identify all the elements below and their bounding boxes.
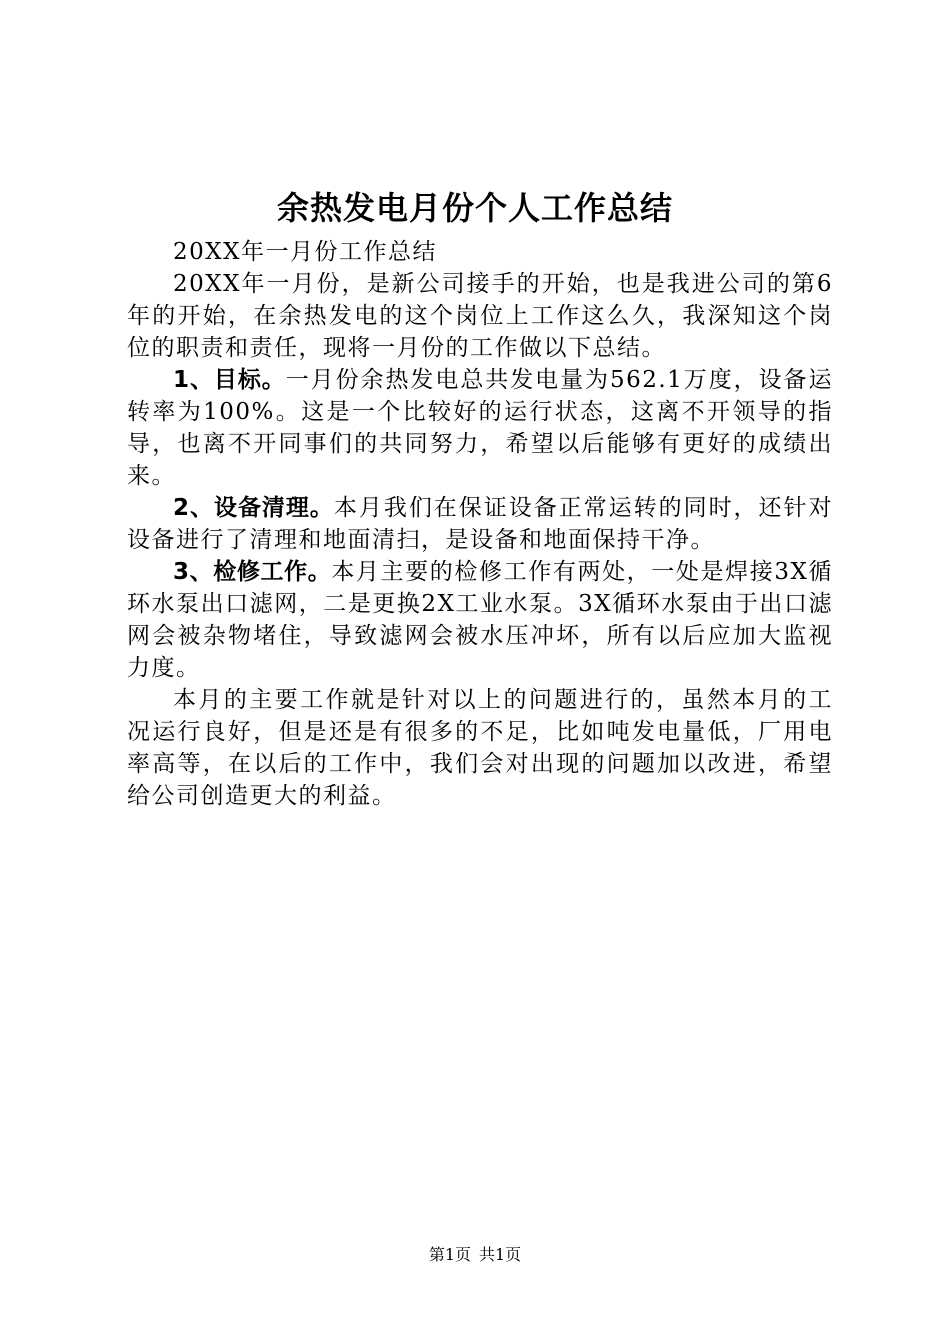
conclusion-paragraph: 本月的主要工作就是针对以上的问题进行的，虽然本月的工况运行良好，但是还是有很多的不足，比如吨发电量低，厂用电率高等，在以后的工作中，我们会对出现的问题加以改进，希望给公司创造更大的利益。 (127, 687, 833, 809)
section-maintenance-heading: 3、检修工作。 (173, 559, 332, 585)
document-title: 余热发电月份个人工作总结 (276, 189, 673, 227)
section-cleaning (127, 492, 833, 556)
section-goal-heading: 1、目标。 (173, 367, 286, 393)
section-cleaning-text: 本月我们在保证设备正常运转的同时，还针对设备进行了清理和地面清扫，是设备和地面保持干净。 (127, 495, 833, 553)
intro-paragraph: 20XX年一月份，是新公司接手的开始，也是我进公司的第6年的开始，在余热发电的这个岗位上工作这么久，我深知这个岗位的职责和责任，现将一月份的工作做以下总结。 (127, 271, 833, 361)
section-maintenance-text: 本月主要的检修工作有两处，一处是焊接3X循环水泵出口滤网，二是更换2X工业水泵。3X循环水泵由于出口滤网会被杂物堵住，导致滤网会被水压冲坏，所有以后应加大监视力度。 (127, 559, 833, 681)
page-total: 共1页 (479, 1245, 522, 1264)
document-body (127, 236, 833, 812)
page-footer (0, 1244, 950, 1266)
section-goal (127, 364, 833, 492)
document-subtitle: 20XX年一月份工作总结 (173, 239, 438, 265)
section-maintenance (127, 556, 833, 684)
page-number: 第1页 (428, 1245, 471, 1264)
section-cleaning-heading: 2、设备清理。 (173, 495, 334, 521)
section-goal-text: 一月份余热发电总共发电量为562.1万度，设备运转率为100%。这是一个比较好的运行状态，这离不开领导的指导，也离不开同事们的共同努力，希望以后能够有更好的成绩出来。 (127, 367, 833, 489)
